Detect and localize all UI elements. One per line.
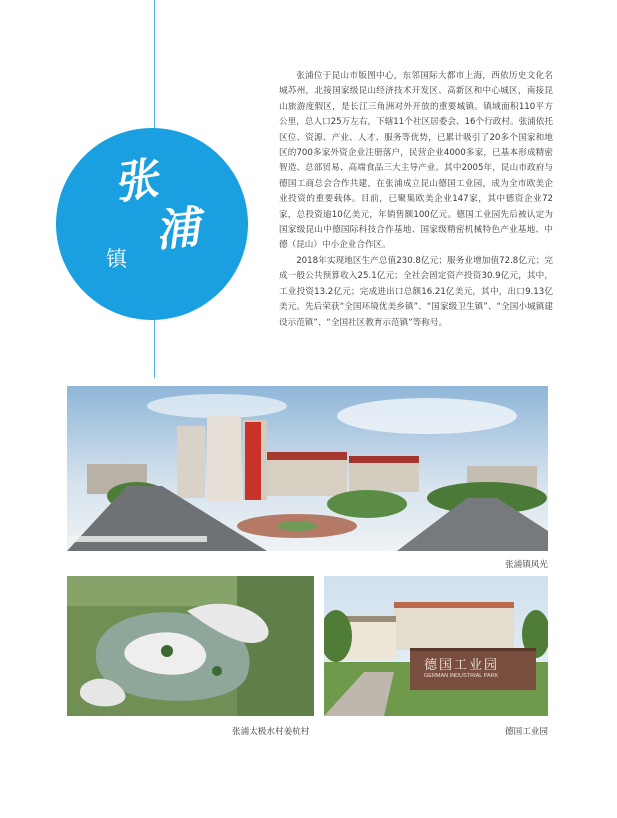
town-scenery-caption: 张浦镇风光: [505, 560, 548, 570]
title-char-zhen: 镇: [106, 247, 127, 271]
german-park-photo: [324, 576, 548, 716]
paragraph-overview: 张浦位于昆山市版图中心，东邻国际大都市上海，西依历史文化名城苏州，北接国家级昆山经济技术开发区、高新区和中心城区，南接昆山旅游度假区，是长江三角洲对外开放的重要城镇。镇域面积110平方公里，总人口25万左右，下辖11个社区居委会、16个行政村。张浦依托区位、资源、产业、人才、服务等优势，已累计吸引了20多个国家和地区的700多家外资企业注册落户，民营企业4000多家，已基本形成精密智造、总部贸易、高端食品三大主导产业。其中2005年，昆山市政府与德国工商总会合作共建，在张浦成立昆山德国工业园，成为全市欧美企业投资的重要载体。目前，已聚集欧美企业147家，其中德资企业72家，总投资逾10亿美元，年销售额100亿元。德国工业园先后被认定为国家级昆山中德国际科技合作基地、国家级精密机械特色产业基地、中德（昆山）中小企业合作区。: [279, 71, 553, 251]
title-char-pu: 浦: [152, 201, 203, 258]
paragraph-statistics: 2018年实现地区生产总值230.8亿元；服务业增加值72.8亿元；完成一般公共预算收入25.1亿元；全社会固定资产投资30.9亿元，其中，工业投资13.2亿元；完成进出口总额16.21亿美元，其中，出口9.13亿美元。先后荣获“全国环境优美乡镇”、“国家级卫生镇”、“全国小城镇建设示范镇”、“全国社区教育示范镇”等称号。: [279, 255, 553, 328]
town-scenery-photo: [67, 386, 548, 551]
park-sign-en: GERMAN INDUSTRIAL PARK: [424, 673, 499, 679]
title-char-zhang: 张: [110, 153, 161, 210]
water-village-photo: [67, 576, 314, 716]
park-sign-cn: 德国工业园: [424, 657, 500, 672]
german-park-caption: 德国工业园: [505, 727, 548, 737]
water-village-caption: 张浦太极水村姜杭村: [232, 727, 310, 737]
intro-text: [279, 69, 553, 331]
